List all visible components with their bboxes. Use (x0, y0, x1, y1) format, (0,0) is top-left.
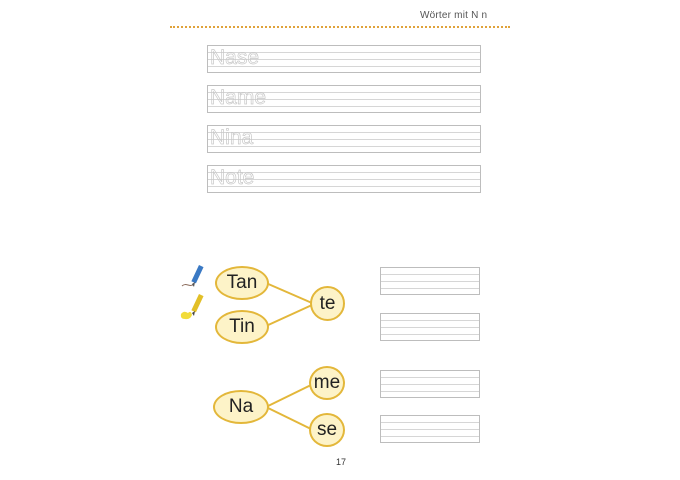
connector-line (266, 305, 312, 326)
crayon-icon (178, 292, 208, 324)
guide-line (381, 274, 479, 275)
syllable-bubble: Tin (215, 310, 269, 344)
guide-line (381, 384, 479, 385)
syllable-bubble: Na (213, 390, 269, 424)
trace-word: Nase (210, 46, 260, 69)
page-header: Wörter mit N n (420, 10, 488, 21)
syllable-bubble: se (309, 413, 345, 447)
guide-line (381, 422, 479, 423)
trace-word: Name (210, 86, 267, 109)
connector-line (266, 283, 312, 303)
guide-line (381, 281, 479, 282)
trace-word: Note (210, 166, 255, 189)
guide-line (381, 327, 479, 328)
guide-line (381, 377, 479, 378)
answer-writing-box[interactable] (380, 313, 480, 341)
syllable-bubble: te (310, 286, 345, 321)
connector-line (266, 385, 311, 407)
answer-writing-box[interactable] (380, 370, 480, 398)
answer-writing-box[interactable] (380, 267, 480, 295)
pencil-icon (178, 262, 208, 292)
guide-line (381, 320, 479, 321)
answer-writing-box[interactable] (380, 415, 480, 443)
trace-word: Nina (210, 126, 254, 149)
guide-line (381, 429, 479, 430)
connector-line (266, 407, 311, 429)
guide-line (381, 334, 479, 335)
syllable-bubble: me (309, 366, 345, 400)
guide-line (381, 391, 479, 392)
syllable-bubble: Tan (215, 266, 269, 300)
guide-line (381, 436, 479, 437)
guide-line (381, 288, 479, 289)
page-number: 17 (336, 457, 347, 467)
